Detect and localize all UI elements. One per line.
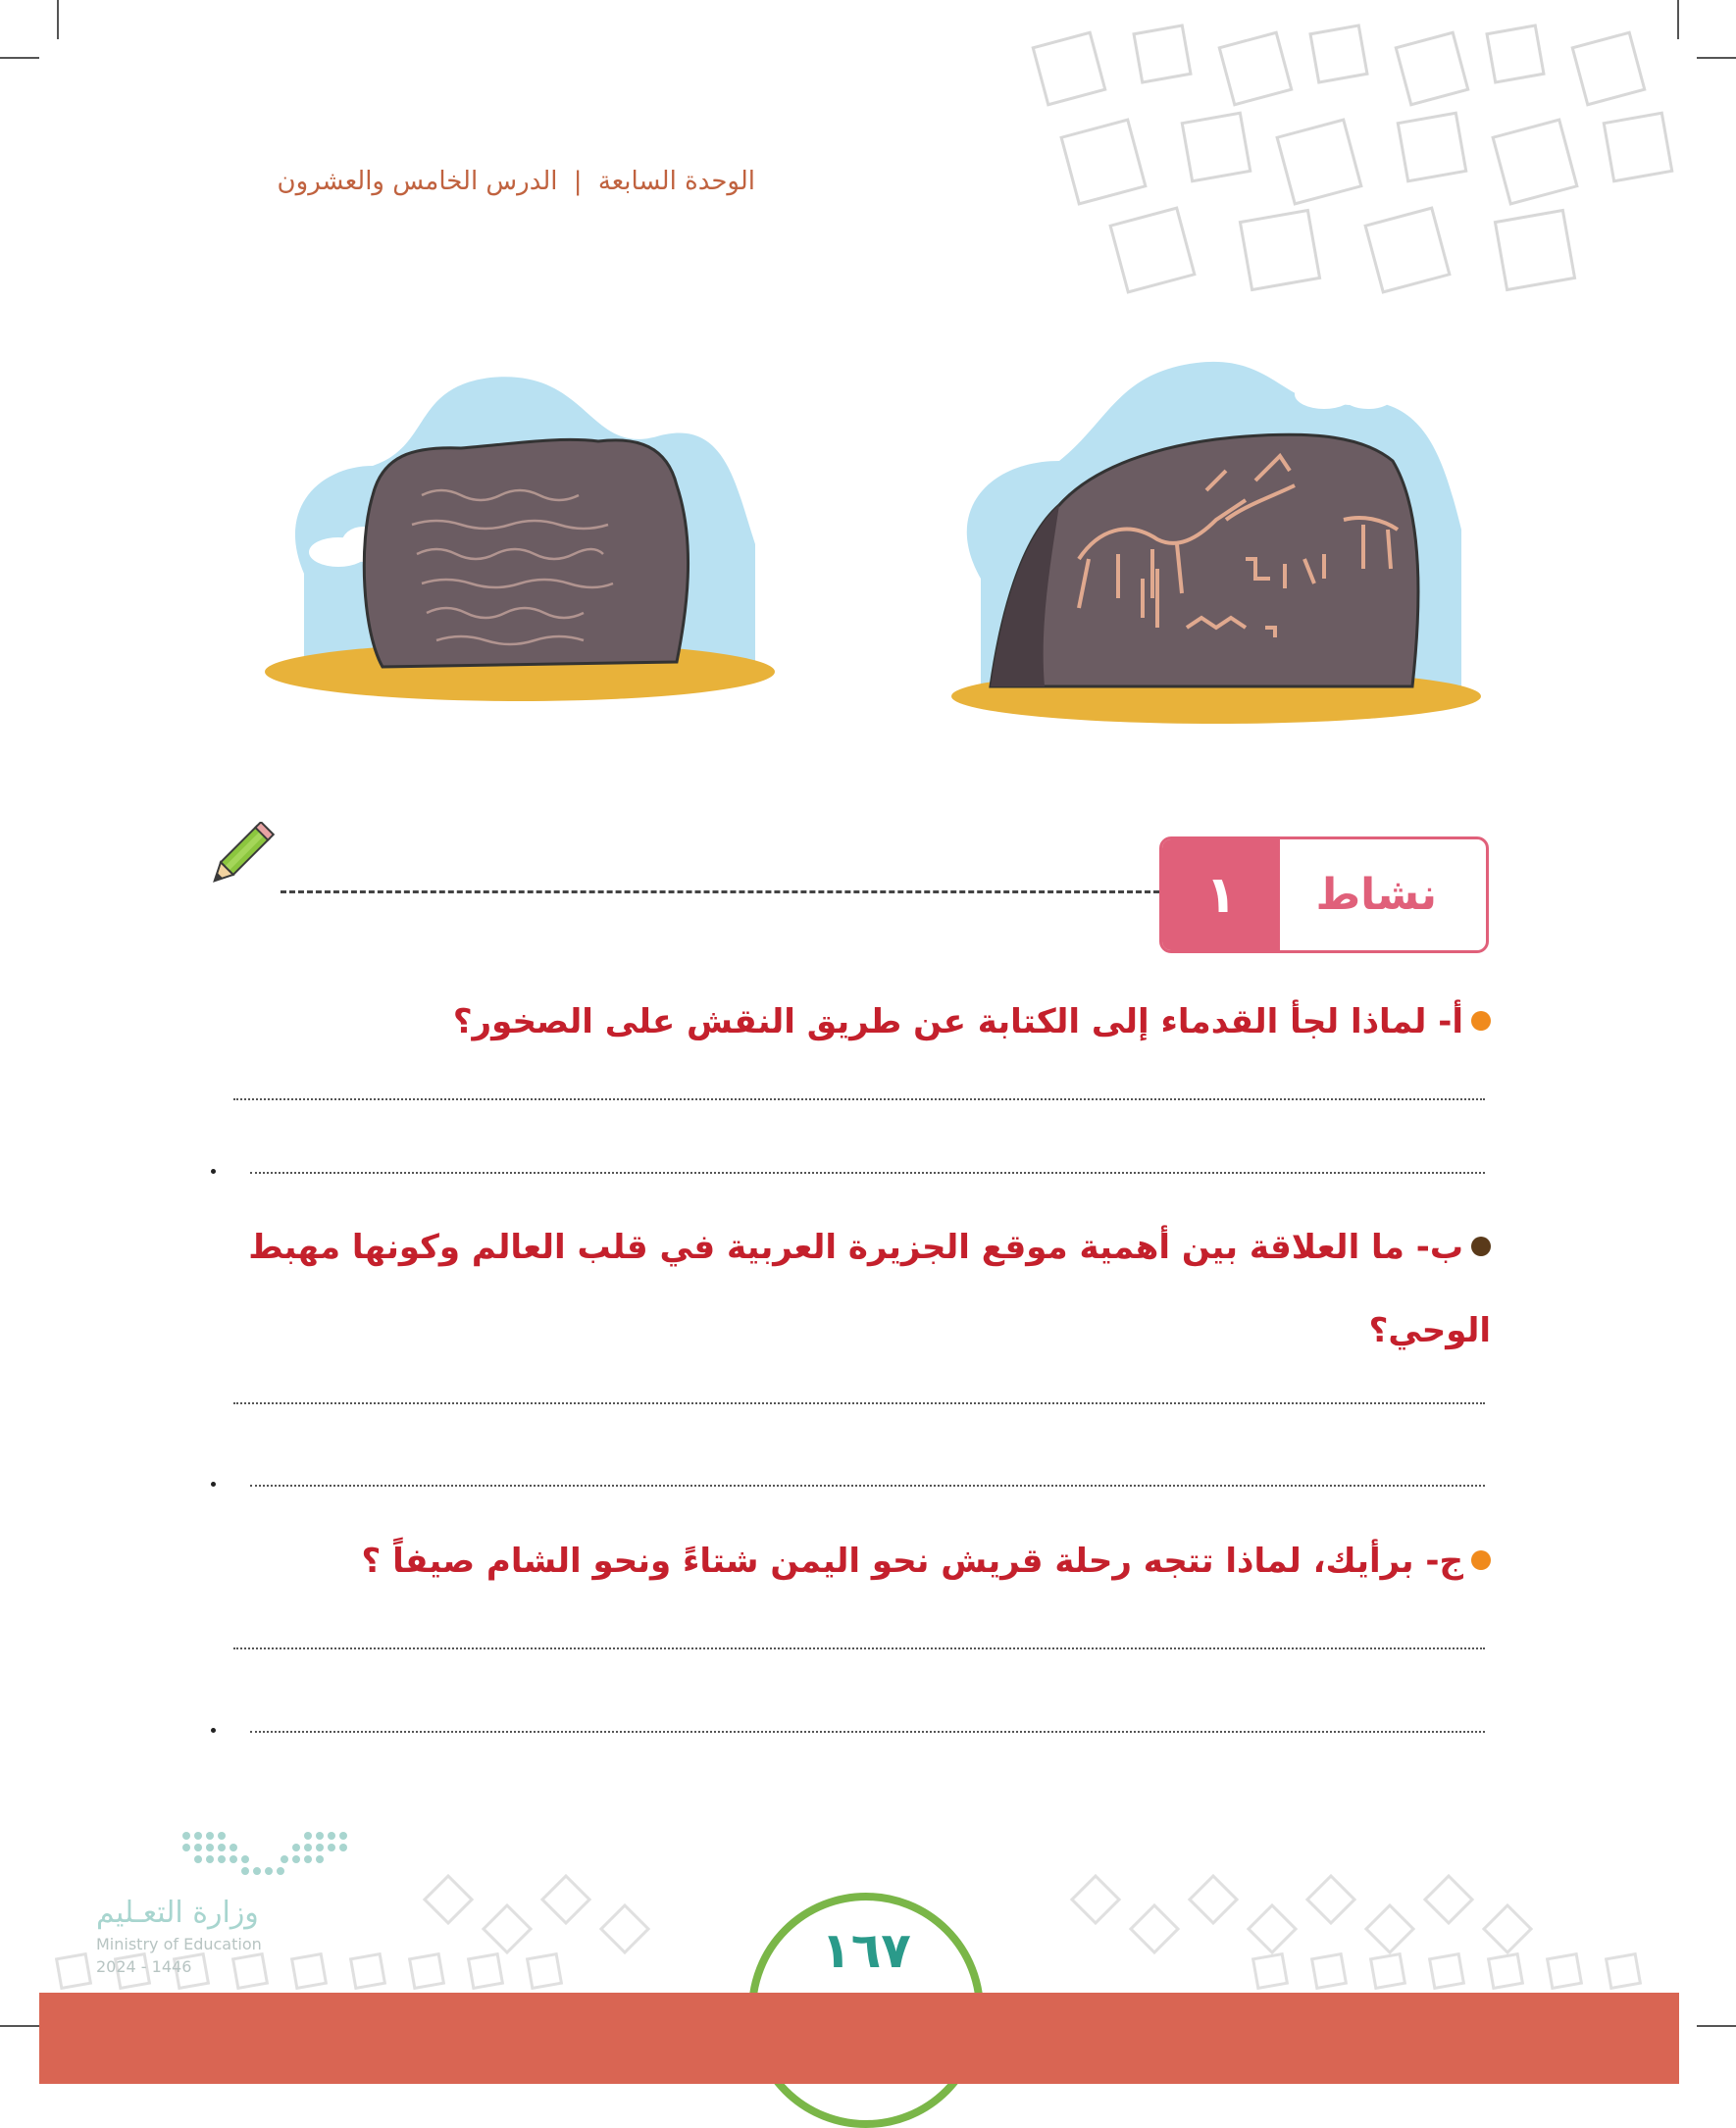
pencil-icon	[201, 822, 275, 895]
activity-header	[1159, 836, 1489, 953]
line-marker-dot	[211, 1728, 216, 1733]
question-c-text: ج- برأيك، لماذا تتجه رحلة قريش نحو اليمن شتاءً ونحو الشام صيفاً ؟	[361, 1542, 1463, 1581]
question-c	[216, 1520, 1491, 1603]
decorative-pattern	[1020, 20, 1707, 333]
line-marker-dot	[211, 1482, 216, 1487]
activity-dashed-line	[281, 890, 1159, 893]
page-number: ١٦٧	[821, 1922, 911, 1979]
inscribed-rock-illustration-left	[265, 348, 775, 721]
activity-label: نشاط	[1315, 870, 1437, 920]
bullet-dot	[1471, 1011, 1491, 1031]
answer-line[interactable]	[233, 1098, 1485, 1100]
question-b	[216, 1206, 1491, 1373]
rock-art-illustration-right	[932, 333, 1491, 726]
bullet-dot	[1471, 1550, 1491, 1570]
crop-mark	[57, 0, 59, 39]
crop-mark	[1697, 2025, 1736, 2027]
question-a-text: أ- لماذا لجأ القدماء إلى الكتابة عن طريق النقش على الصخور؟	[452, 1002, 1463, 1041]
lesson-title: الدرس الخامس والعشرون	[277, 167, 558, 196]
crop-mark	[0, 2025, 39, 2027]
answer-line[interactable]	[233, 1647, 1485, 1649]
answer-line[interactable]	[233, 1402, 1485, 1404]
crop-mark	[0, 57, 39, 59]
question-b-text: ب- ما العلاقة بين أهمية موقع الجزيرة العربية في قلب العالم وكونها مهبط الوحي؟	[248, 1228, 1491, 1350]
bullet-dot	[1471, 1237, 1491, 1256]
answer-line[interactable]	[250, 1485, 1485, 1487]
unit-lesson-header	[206, 167, 755, 196]
footer-band	[39, 1993, 1679, 2084]
ministry-year: 2024 - 1446	[96, 1957, 192, 1976]
header-separator: |	[573, 167, 583, 196]
answer-line[interactable]	[250, 1172, 1485, 1174]
ministry-name-english: Ministry of Education	[96, 1935, 262, 1953]
activity-number: ١	[1162, 839, 1280, 950]
line-marker-dot	[211, 1169, 216, 1174]
ministry-logo-dots	[177, 1826, 353, 1885]
unit-title: الوحدة السابعة	[597, 167, 755, 196]
ministry-name-arabic: وزارة التعـليم	[96, 1896, 259, 1930]
question-a	[216, 981, 1491, 1064]
answer-line[interactable]	[250, 1731, 1485, 1733]
